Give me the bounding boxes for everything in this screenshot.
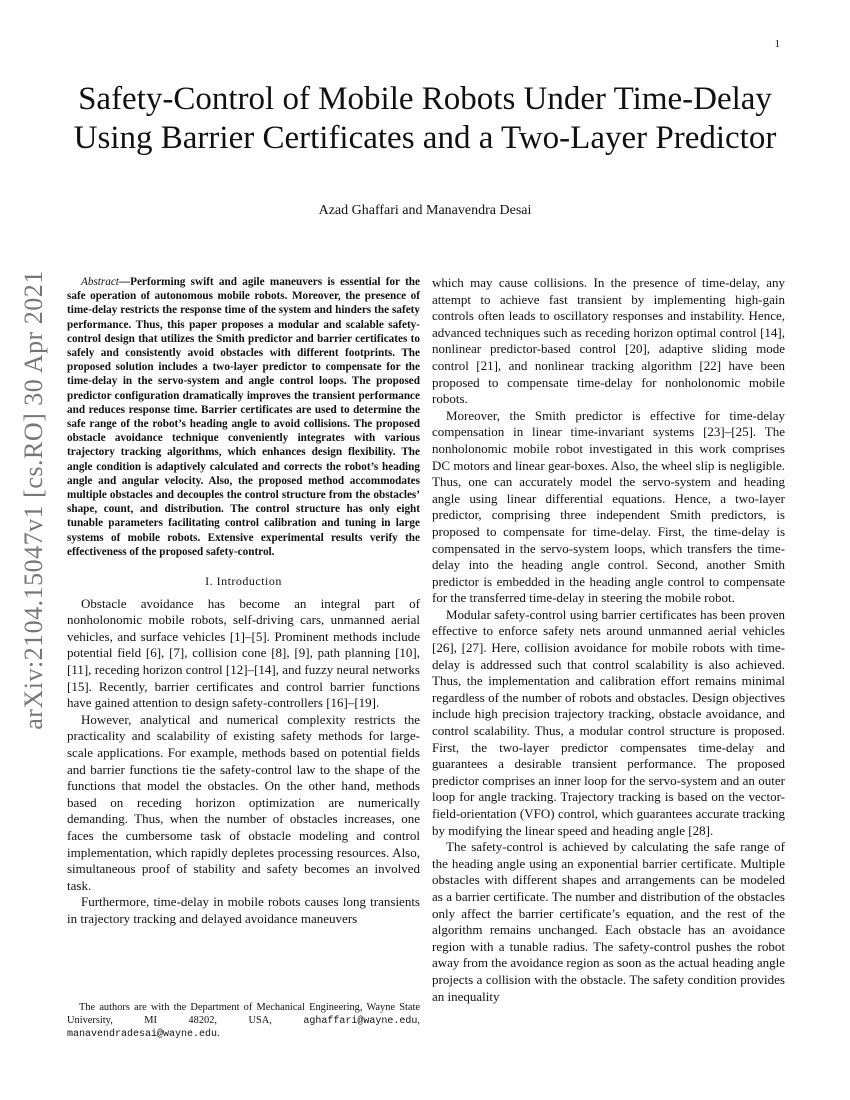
right-column (432, 275, 785, 1005)
paragraph: Moreover, the Smith predictor is effective for time-delay compensation in linear time-invariant systems [23]–[25]. The nonholonomic mobile robot investigated in this work comprises DC motors and linear gear-boxes. Also, the wheel slip is negligible. Thus, one can accurately model the servo-system and heading angle using linear differential equations. Hence, a two-layer predictor, comprising three independent Smith predictors, is proposed to compensate for time-delay. First, the time-delay is compensated in the servo-system loops, which transfers the time-delay into the heading angle control. Second, another Smith predictor is embedded in the heading angle control to compensate for the transferred time-delay in steering the mobile robot. (432, 407, 785, 606)
email-link[interactable]: aghaffari@wayne.edu (303, 1015, 418, 1027)
abstract-text: —Performing swift and agile maneuvers is essential for the safe operation of autonomous mobile robots. Moreover, the presence of time-delay restricts the response time of the system and hinders the safety performance. Thus, this paper proposes a modular and scalable safety-control design that utilizes the Smith predictor and barrier certificates to safely and consistently avoid obstacles with different footprints. The proposed solution includes a two-layer predictor to compensate for the time-delay in the servo-system and angle control loops. The proposed predictor configuration dramatically improves the transient performance and reduces response time. Barrier certificates are used to determine the safe range of the robot’s heading angle to avoid collisions. The proposed obstacle avoidance technique conveniently integrates with various trajectory tracking algorithms, which enhances design flexibility. The angle condition is adaptively calculated and corrects the robot’s heading angle and angular velocity. Also, the proposed method accommodates multiple obstacles and decouples the control structure from the obstacles’ shape, count, and distribution. The control structure has only eight tunable parameters facilitating control calibration and tuning in large systems of mobile robots. Extensive experimental results verify the effectiveness of the proposed safety-control. (67, 276, 420, 558)
arxiv-stamp (9, 270, 59, 730)
paragraph: which may cause collisions. In the presence of time-delay, any attempt to achieve fast transient by implementing high-gain controls often leads to oscillatory responses and instability. Hence, advanced techniques such as receding horizon optimal control [14], nonlinear predictor-based control [20], adaptive sliding mode control [21], and nonlinear tracking algorithm [22] have been proposed to compensate time-delay for nonholonomic mobile robots. (432, 275, 785, 407)
paper-title: Safety-Control of Mobile Robots Under Time-Delay Using Barrier Certificates and a Two-Layer Predictor (73, 81, 777, 156)
paragraph: Obstacle avoidance has become an integral part of nonholonomic mobile robots, self-driving cars, unmanned aerial vehicles, and surface vehicles [1]–[5]. Prominent methods include potential field [6], [7], collision cone [8], [9], path planning [10], [11], receding horizon control [12]–[14], and fuzzy neural networks [15]. Recently, barrier certificates and control barrier functions have gained attention to design safety-controllers [16]–[19]. (67, 595, 420, 711)
arxiv-identifier[interactable]: arXiv:2104.15047v1 [cs.RO] 30 Apr 2021 (19, 270, 49, 730)
email-link[interactable]: manavendradesai@wayne.edu (67, 1029, 218, 1040)
abstract (67, 275, 420, 559)
section-heading-introduction: I. Introduction (205, 574, 282, 589)
paragraph: Modular safety-control using barrier certificates has been proven effective to enforce safety nets around unmanned aerial vehicles [26], [27]. Here, collision avoidance for mobile robots with time-delay is addressed such that control scalability is also achieved. Thus, the implementation and calibration effort remains minimal regardless of the number of robots and obstacles. Design objectives include high precision trajectory tracking, obstacle avoidance, and control scalability. Thus, a modular control structure is proposed. First, the two-layer predictor compensates time-delay and guarantees a desirable transient performance. The proposed predictor comprises an inner loop for the servo-system and an outer loop for angle tracking. Trajectory tracking is based on the vector-field-orientation (VFO) control, which guarantees accurate tracking by modifying the linear speed and heading angle [28]. (432, 606, 785, 838)
abstract-label: Abstract (81, 276, 119, 288)
paper-authors: Azad Ghaffari and Manavendra Desai (318, 203, 532, 218)
author-footnote: The authors are with the Department of Mechanical Engineering, Wayne State University, MI 48202, USA, aghaffari@wayne.edu, manavendradesai@wayne.edu. (67, 1002, 420, 1040)
paragraph: Furthermore, time-delay in mobile robots causes long transients in trajectory tracking and delayed avoidance maneuvers (67, 894, 420, 926)
left-column (67, 275, 420, 928)
footnote-text: The authors are with the Department of Mechanical Engineering, Wayne State University, MI 48202, USA, (67, 1002, 420, 1026)
paragraph: However, analytical and numerical complexity restricts the practicality and scalability of existing safety methods for large-scale applications. For example, methods based on potential fields and barrier functions tie the safety-control law to the shape of the functions that model the obstacles. On the other hand, methods based on receding horizon optimization are numerically demanding. Thus, when the number of obstacles increases, one faces the cumbersome task of obstacle modeling and control implementation, which rapidly depletes processing resources. Also, simultaneous proof of stability and safety becomes an involved task. (67, 711, 420, 893)
paragraph: The safety-control is achieved by calculating the safe range of the heading angle using an exponential barrier certificate. Multiple obstacles with different shapes and arrangements can be modeled as a barrier certificate. The number and distribution of the obstacles only affect the barrier certificate’s equation, and the rest of the algorithm remains unchanged. Each obstacle has an avoidance region with a tunable radius. The safety-control pushes the robot away from the avoidance region as soon as the actual heading angle projects a collision with the obstacle. The safety condition provides an inequality (432, 839, 785, 1004)
page-number: 1 (774, 38, 780, 50)
